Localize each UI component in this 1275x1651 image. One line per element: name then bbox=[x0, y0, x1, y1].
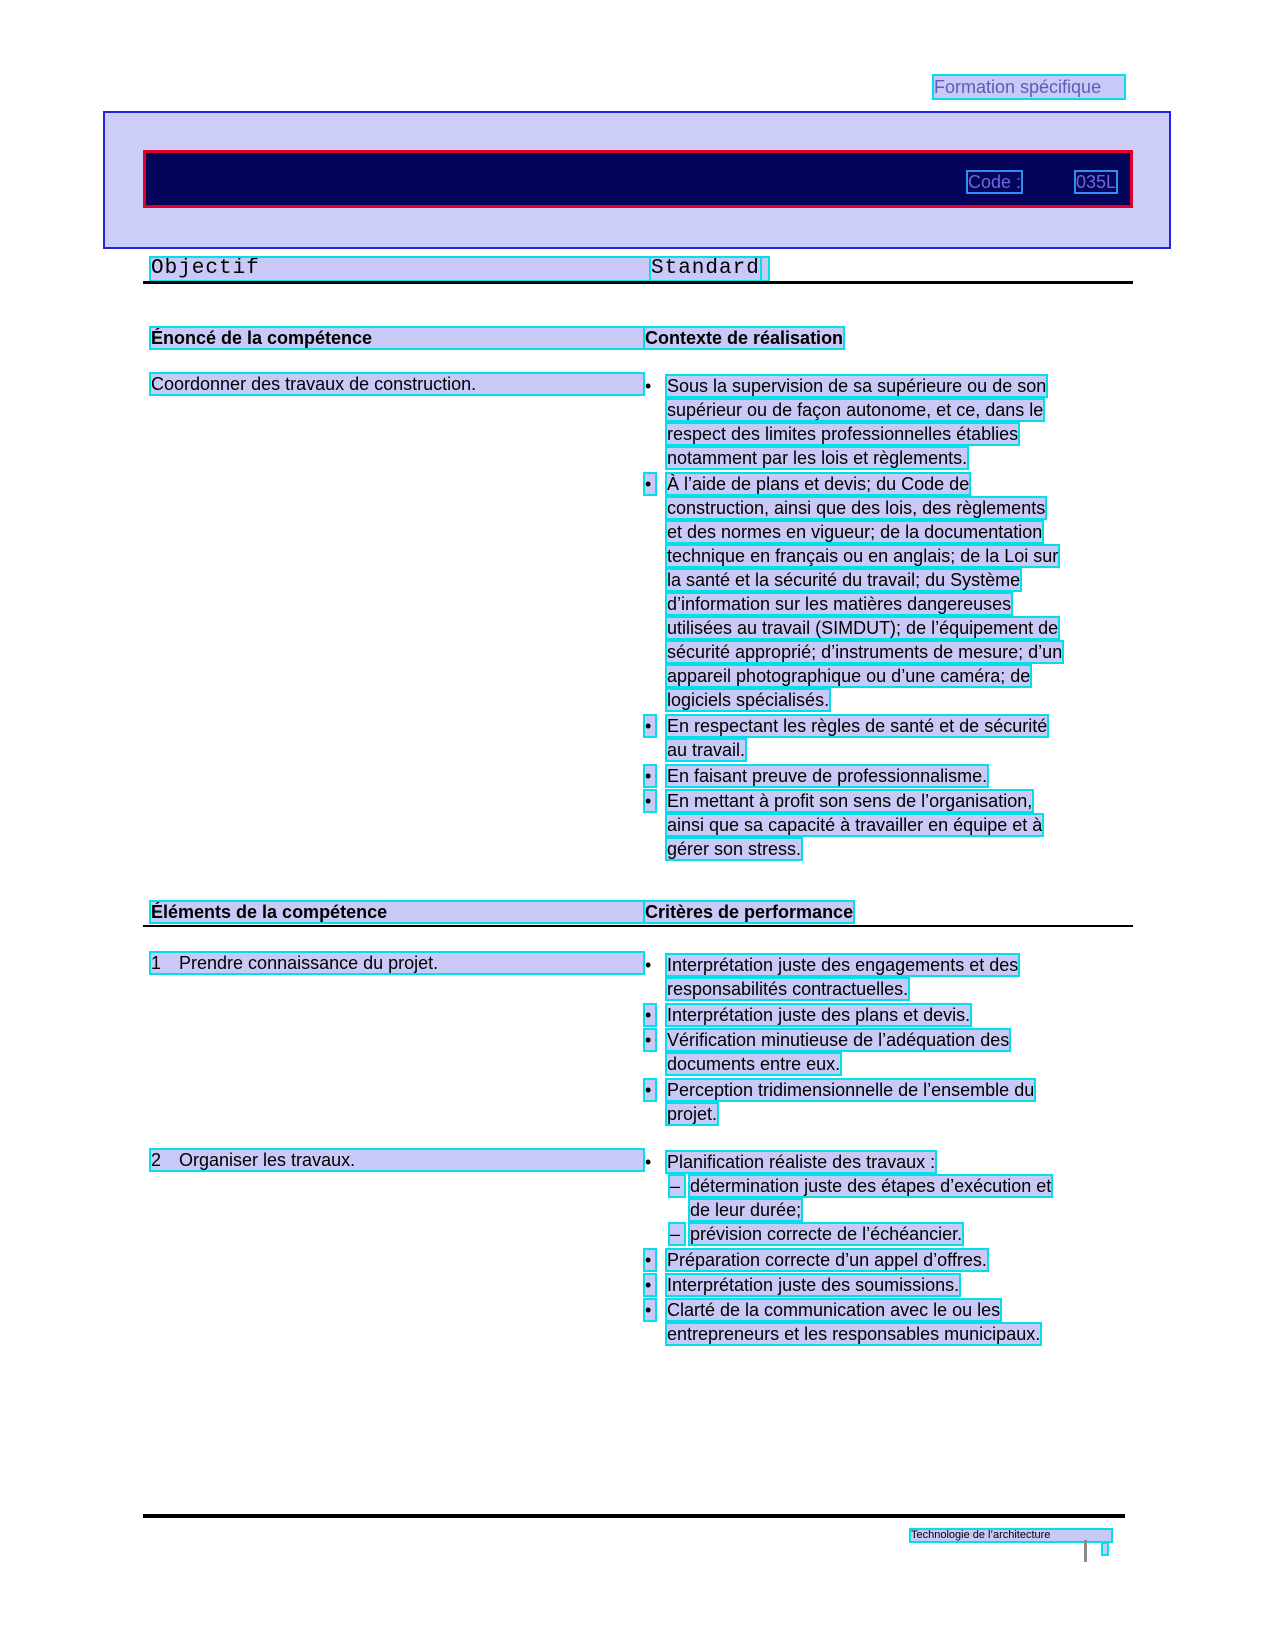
bullet-icon: • bbox=[645, 376, 652, 396]
context-line: sécurité approprié; d’instruments de mesure; d’un bbox=[667, 642, 1063, 662]
program-label: Formation spécifique bbox=[934, 76, 1124, 98]
criteria-line: projet. bbox=[667, 1104, 718, 1124]
bullet-icon: • bbox=[645, 1300, 655, 1320]
element-text: Prendre connaissance du projet. bbox=[179, 953, 439, 973]
element-1 bbox=[151, 953, 643, 973]
element-2 bbox=[151, 1150, 643, 1170]
bullet-icon: • bbox=[645, 1275, 655, 1295]
page-number bbox=[1103, 1544, 1107, 1554]
bullet-icon: • bbox=[645, 474, 655, 494]
code-value: 035L bbox=[1076, 172, 1117, 192]
bullet-icon: • bbox=[645, 716, 655, 736]
criteria-line: Interprétation juste des plans et devis. bbox=[667, 1005, 971, 1025]
bullet-icon: • bbox=[645, 1250, 655, 1270]
context-line: gérer son stress. bbox=[667, 839, 802, 859]
context-line: En mettant à profit son sens de l’organisation, bbox=[667, 791, 1033, 811]
page-number-text bbox=[1103, 1557, 1104, 1558]
context-line: appareil photographique ou d’une caméra; de bbox=[667, 666, 1031, 686]
dash-icon: – bbox=[670, 1176, 684, 1196]
criteria-line: responsabilités contractuelles. bbox=[667, 979, 909, 999]
context-line: technique en français ou en anglais; de la Loi sur bbox=[667, 546, 1059, 566]
context-title: Contexte de réalisation bbox=[645, 328, 844, 348]
bullet-icon: • bbox=[645, 1005, 655, 1025]
bullet-icon: • bbox=[645, 1030, 655, 1050]
element-number: 1 bbox=[151, 953, 162, 973]
footer-rule bbox=[143, 1514, 1125, 1518]
criteria-line: Interprétation juste des engagements et des bbox=[667, 955, 1019, 975]
bullet-icon: • bbox=[645, 955, 652, 975]
bullet-icon: • bbox=[645, 791, 655, 811]
criteria-line: Préparation correcte d’un appel d’offres. bbox=[667, 1250, 987, 1270]
criteria-subline: de leur durée; bbox=[690, 1200, 802, 1220]
element-number: 2 bbox=[151, 1150, 162, 1170]
element-text: Organiser les travaux. bbox=[179, 1150, 356, 1170]
criteria-line: Interprétation juste des soumissions. bbox=[667, 1275, 960, 1295]
context-line: respect des limites professionnelles établies bbox=[667, 424, 1019, 444]
header-divider bbox=[143, 281, 1133, 284]
context-line: d’information sur les matières dangereuses bbox=[667, 594, 1012, 614]
context-line: notamment par les lois et règlements. bbox=[667, 448, 968, 468]
context-line: au travail. bbox=[667, 740, 746, 760]
elements-title: Éléments de la compétence bbox=[151, 902, 644, 922]
criteria-subline: prévision correcte de l’échéancier. bbox=[690, 1224, 963, 1244]
footer-mark bbox=[1084, 1540, 1087, 1562]
context-line: construction, ainsi que des lois, des règlements bbox=[667, 498, 1046, 518]
code-label: Code : bbox=[968, 172, 1022, 192]
context-line: logiciels spécialisés. bbox=[667, 690, 830, 710]
criteria-line: Vérification minutieuse de l’adéquation des bbox=[667, 1030, 1010, 1050]
context-line: utilisées au travail (SIMDUT); de l’équipement de bbox=[667, 618, 1059, 638]
context-line: ainsi que sa capacité à travailler en équipe et à bbox=[667, 815, 1043, 835]
context-line: et des normes en vigueur; de la documentation bbox=[667, 522, 1043, 542]
context-line: la santé et la sécurité du travail; du Système bbox=[667, 570, 1021, 590]
bullet-icon: • bbox=[645, 1080, 655, 1100]
bullet-icon: • bbox=[645, 1152, 652, 1172]
section-divider bbox=[143, 925, 1133, 927]
footer-program: Technologie de l’architecture bbox=[911, 1530, 1111, 1541]
context-line: À l’aide de plans et devis; du Code de bbox=[667, 474, 970, 494]
column-standard: Standard bbox=[651, 257, 760, 280]
context-line: En faisant preuve de professionnalisme. bbox=[667, 766, 988, 786]
dash-icon: – bbox=[670, 1224, 684, 1244]
criteria-line: Perception tridimensionnelle de l’ensemble du bbox=[667, 1080, 1035, 1100]
context-line: Sous la supervision de sa supérieure ou de son bbox=[667, 376, 1047, 396]
bullet-icon: • bbox=[645, 766, 655, 786]
criteria-subline: détermination juste des étapes d’exécution et bbox=[690, 1176, 1052, 1196]
criteria-line: Planification réaliste des travaux : bbox=[667, 1152, 936, 1172]
column-objectif: Objectif bbox=[151, 258, 768, 280]
context-line: En respectant les règles de santé et de sécurité bbox=[667, 716, 1048, 736]
context-line: supérieur ou de façon autonome, et ce, dans le bbox=[667, 400, 1044, 420]
criteria-line: entrepreneurs et les responsables municipaux. bbox=[667, 1324, 1041, 1344]
competence-statement: Coordonner des travaux de construction. bbox=[151, 374, 643, 394]
statement-title: Énoncé de la compétence bbox=[151, 328, 644, 348]
criteria-line: Clarté de la communication avec le ou les bbox=[667, 1300, 1001, 1320]
criteria-title: Critères de performance bbox=[645, 902, 854, 922]
criteria-line: documents entre eux. bbox=[667, 1054, 841, 1074]
